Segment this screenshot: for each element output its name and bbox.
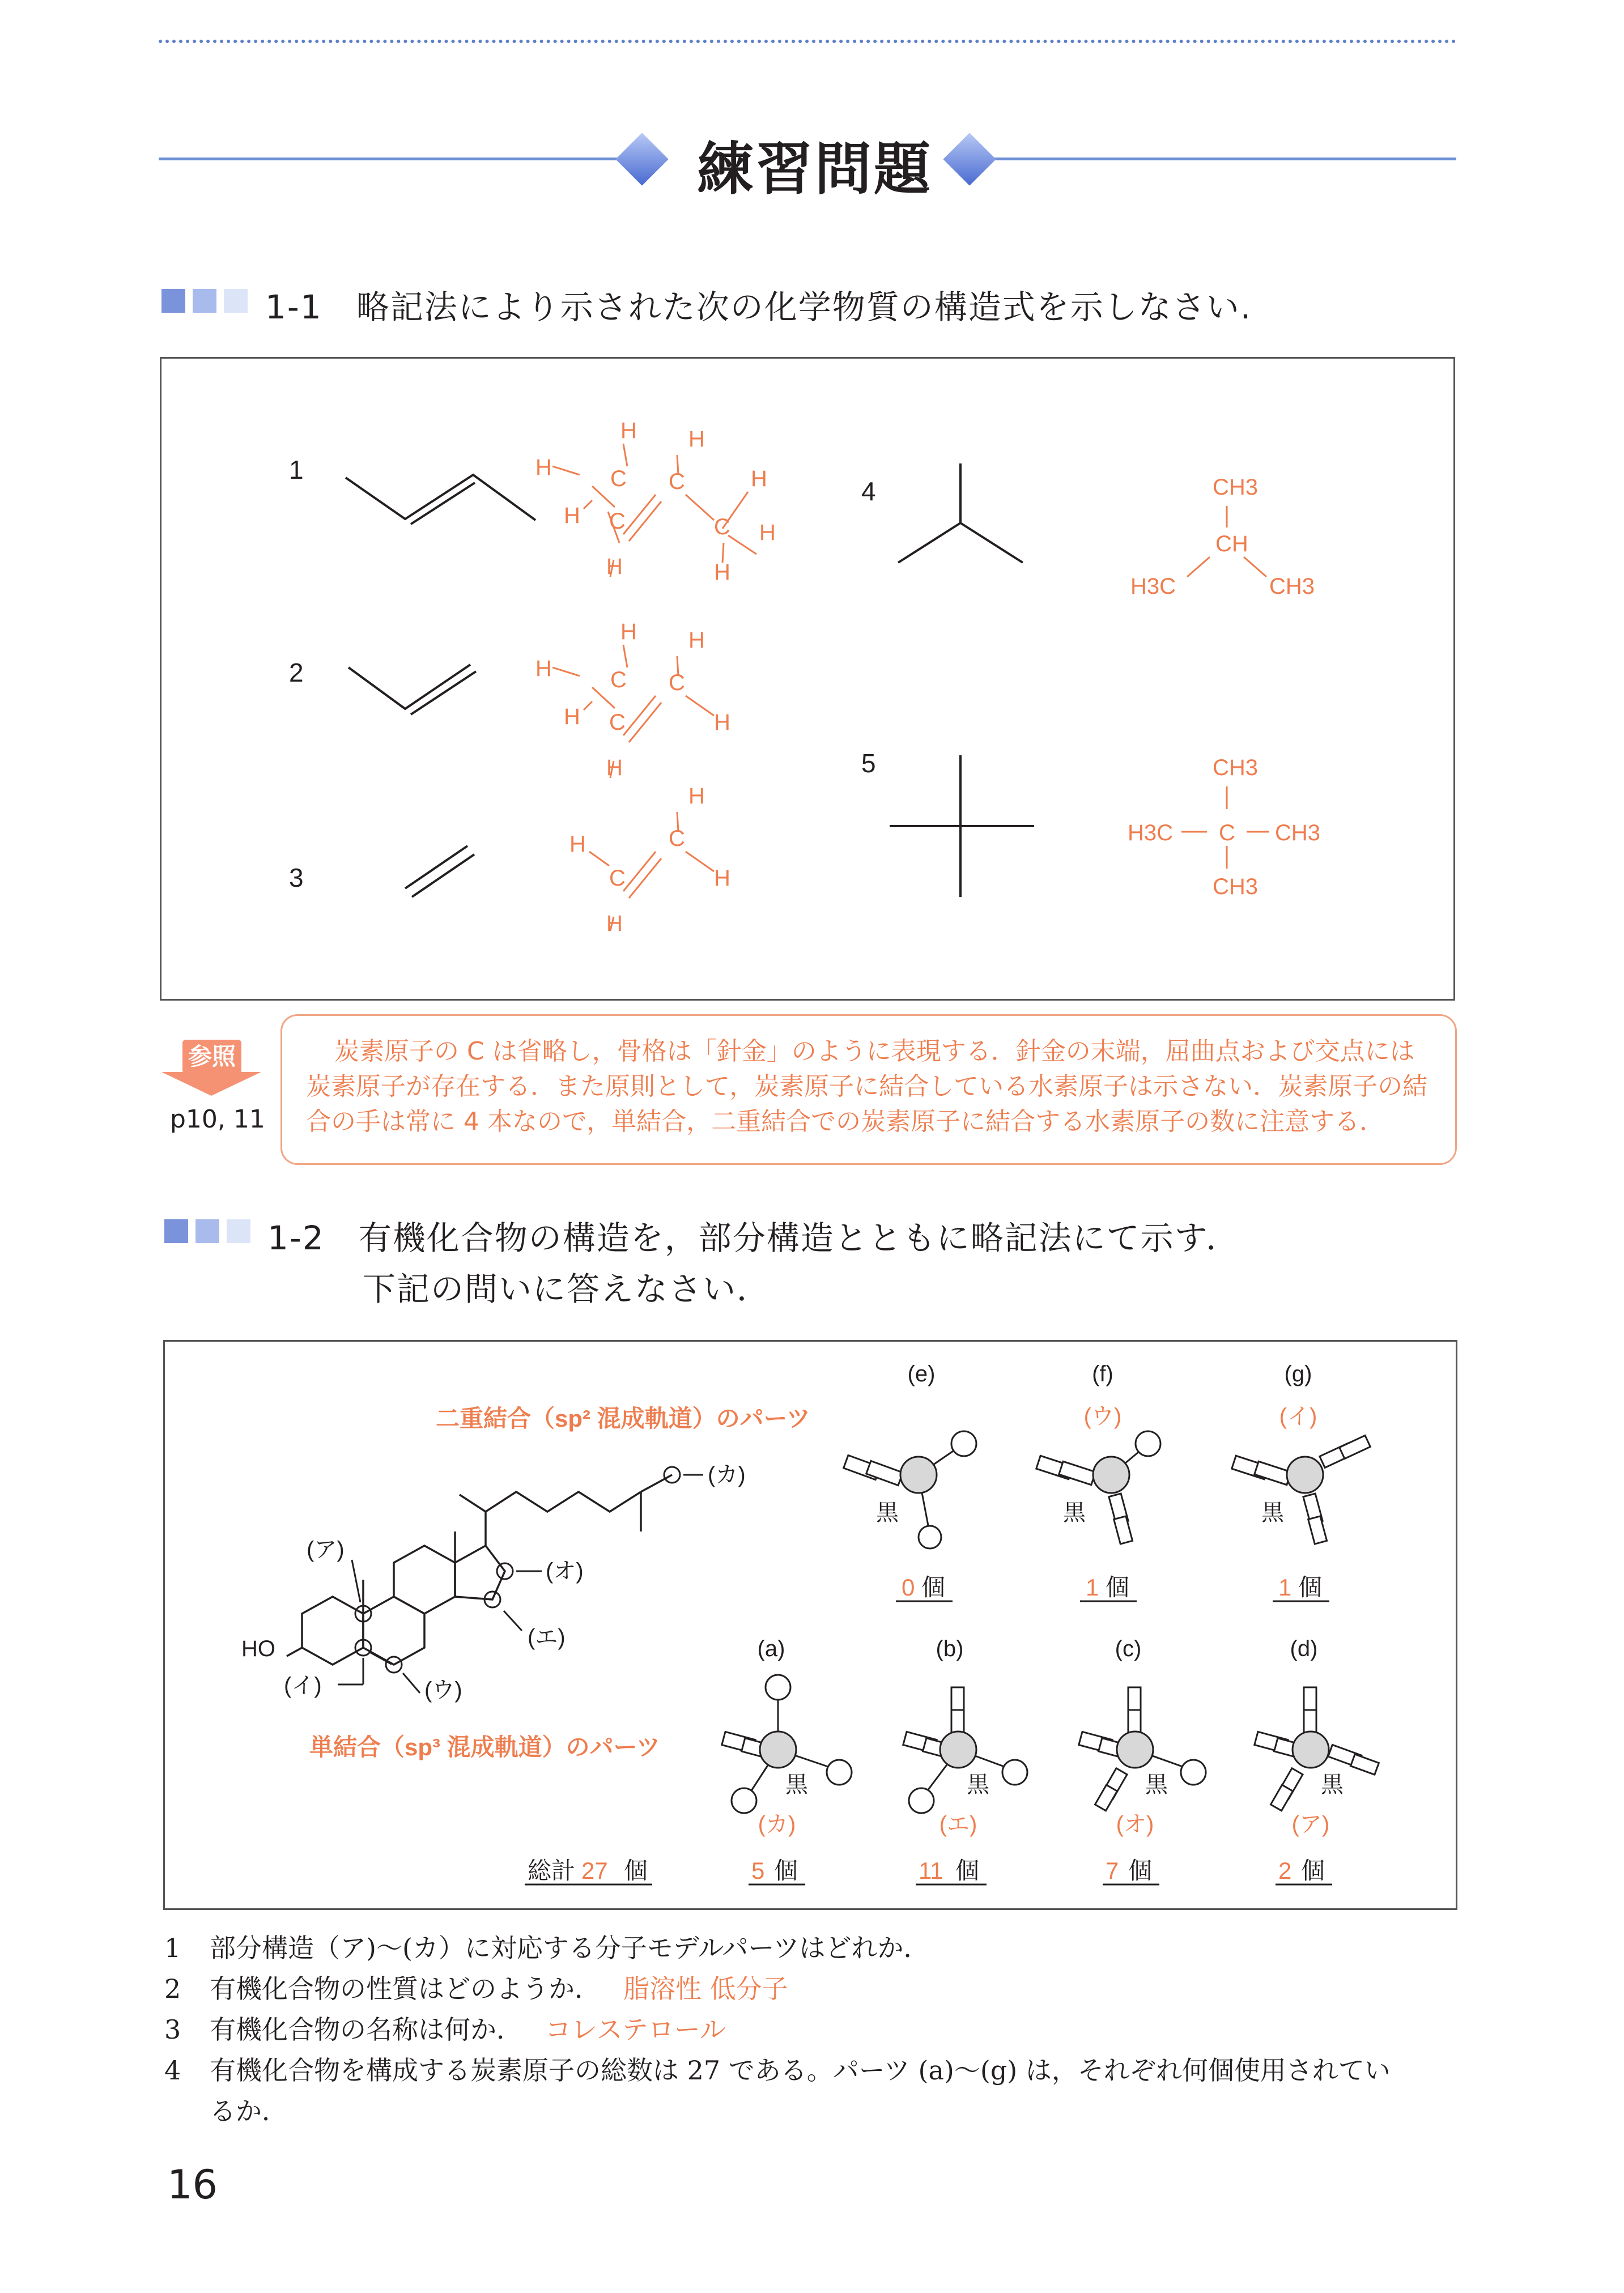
part-e [844,1362,976,1548]
skeletal-neopentane [890,755,1034,897]
structures-svg [161,359,1453,999]
svg-text:H: H [714,866,730,891]
svg-text:(ウ): (ウ) [424,1678,462,1703]
svg-text:2: 2 [1278,1857,1292,1884]
formula-isobutane [1130,475,1315,599]
top-dotted-rule [159,40,1456,43]
reference-text: 炭素原子の C は省略し，骨格は「針金」のように表現する．針金の末端，屈曲点および交点には炭素原子が存在する．また原則として，炭素原子に結合している水素原子は示さない．炭素原子の結合の手は常に 4 本なので，単結合，二重結合での炭素原子に結合する水素原子の数に注意する． [306,1037,1428,1136]
svg-text:C: C [609,866,626,891]
answer-2: 脂溶性 低分子 [623,1973,788,2004]
question-text: 略記法により示された次の化学物質の構造式を示しなさい. [356,288,1252,326]
svg-text:個: 個 [624,1857,648,1884]
svg-text:C: C [610,466,627,491]
svg-text:(d): (d) [1290,1636,1318,1661]
svg-text:C: C [609,710,626,735]
svg-text:黒: 黒 [876,1500,899,1525]
svg-text:H: H [620,619,637,644]
page-title: 練習問題 [697,136,933,202]
svg-text:個: 個 [1128,1857,1153,1884]
svg-text:1: 1 [1086,1574,1099,1601]
molecule-labels [241,1462,746,1703]
svg-text:7: 7 [1106,1857,1119,1884]
svg-text:(カ): (カ) [758,1812,796,1837]
item-number-4: 4 [861,477,876,506]
title-diamond-left [615,133,668,185]
title-rule-left [159,158,618,160]
question-text-line1: 有機化合物の構造を，部分構造とともに略記法にて示す． [358,1219,1240,1257]
question-item-4: 4 有機化合物を構成する炭素原子の総数は 27 である。パーツ (a)～(g) は，それぞれ何個使用されてい [164,2055,1391,2086]
svg-text:C: C [669,826,685,851]
svg-text:C: C [1219,820,1235,845]
svg-text:黒: 黒 [1145,1772,1168,1797]
single-part-counts [525,1857,1332,1884]
svg-text:(エ): (エ) [528,1625,566,1650]
double-part-counts [896,1574,1329,1601]
svg-text:C: C [669,469,685,494]
svg-text:H: H [714,560,730,585]
item-number-2: 2 [289,658,304,687]
svg-text:(カ): (カ) [708,1462,746,1487]
part-f [1036,1362,1160,1544]
question-number: 1-1 [265,288,322,326]
skeletal-propene [348,665,476,714]
svg-text:H: H [714,710,730,735]
svg-text:H: H [606,755,623,780]
formula-ethene [569,784,730,936]
svg-text:CH3: CH3 [1275,820,1321,845]
svg-text:総計: 総計 [528,1857,576,1884]
page-number: 16 [167,2162,218,2208]
molecule-parts-box [163,1340,1457,1910]
svg-text:個: 個 [955,1857,980,1884]
heading-square-2 [193,289,216,313]
svg-text:(g): (g) [1284,1362,1312,1386]
title-diamond-right [943,133,996,185]
part-c [1079,1636,1206,1837]
skeletal-2-butene [346,475,535,524]
svg-text:CH3: CH3 [1269,574,1315,599]
item-number-5: 5 [861,748,876,778]
svg-text:H: H [688,628,705,653]
svg-text:(エ): (エ) [939,1812,977,1837]
svg-text:個: 個 [1298,1574,1323,1601]
svg-text:0: 0 [902,1574,915,1601]
svg-text:H: H [569,832,586,857]
svg-text:黒: 黒 [785,1772,808,1797]
svg-text:C: C [609,509,626,534]
svg-text:H: H [535,455,552,480]
title-rule-right [980,158,1456,160]
label-pointers [338,1475,703,1693]
heading-square-1 [164,1219,188,1243]
svg-text:27: 27 [581,1857,608,1884]
svg-text:CH3: CH3 [1213,755,1259,780]
question-item-4-continued: るか． [210,2096,288,2126]
svg-text:個: 個 [774,1857,798,1884]
reference-badge: 参照 [182,1040,241,1074]
svg-text:1: 1 [1278,1574,1292,1601]
question-number: 1-2 [267,1219,325,1257]
svg-text:(ア): (ア) [307,1537,345,1562]
svg-text:H: H [564,704,580,729]
svg-text:黒: 黒 [1063,1500,1086,1525]
reference-pages: p10, 11 [170,1105,265,1134]
svg-text:H3C: H3C [1130,574,1176,599]
svg-text:(イ): (イ) [284,1673,322,1698]
svg-text:H: H [606,554,623,579]
formula-neopentane [1128,755,1320,899]
svg-text:H: H [751,466,767,491]
svg-text:H: H [688,427,705,452]
svg-text:11: 11 [919,1857,943,1884]
svg-text:個: 個 [1106,1574,1130,1601]
item-number-3: 3 [289,863,304,892]
part-b [903,1636,1027,1837]
svg-text:(ウ): (ウ) [1083,1404,1122,1429]
heading-square-3 [227,1219,250,1243]
single-bond-parts-label: 単結合（sp³ 混成軌道）のパーツ [309,1734,660,1760]
svg-text:CH3: CH3 [1213,475,1259,500]
svg-text:個: 個 [1301,1857,1325,1884]
cholesterol-skeleton [287,1475,672,1665]
question-text-line2: 下記の問いに答えなさい． [363,1270,771,1308]
svg-text:H: H [759,520,776,545]
svg-text:黒: 黒 [967,1772,989,1797]
double-bond-parts-label: 二重結合（sp² 混成軌道）のパーツ [436,1405,810,1432]
formula-propene [535,619,730,780]
svg-text:黒: 黒 [1321,1772,1344,1797]
svg-text:C: C [610,667,627,692]
item-number-1: 1 [289,455,304,484]
part-a [722,1636,852,1837]
svg-text:(イ): (イ) [1279,1404,1317,1429]
question-1-1-heading [265,280,1252,328]
question-item-1: 1 部分構造（ア)～(カ）に対応する分子モデルパーツはどれか． [164,1933,930,1963]
svg-text:(オ): (オ) [1116,1812,1154,1837]
molecule-parts-svg [165,1342,1456,1908]
part-d [1255,1636,1379,1837]
skeletal-ethene [405,846,474,897]
heading-square-1 [161,289,185,313]
svg-text:(ア): (ア) [1291,1812,1330,1837]
svg-text:(f): (f) [1092,1362,1113,1386]
svg-text:H: H [564,503,580,528]
svg-text:C: C [714,514,730,539]
structures-box [160,357,1455,1001]
heading-square-2 [195,1219,219,1243]
question-item-2: 2 有機化合物の性質はどのようか． 脂溶性 低分子 [164,1973,788,2004]
svg-text:(a): (a) [757,1636,785,1661]
svg-text:個: 個 [921,1574,946,1601]
skeletal-isobutane [898,463,1023,563]
svg-text:H: H [535,656,552,681]
svg-text:(オ): (オ) [546,1559,584,1584]
svg-text:H: H [620,418,637,443]
svg-text:H3C: H3C [1128,820,1174,845]
svg-text:H: H [688,784,705,809]
svg-text:CH: CH [1215,531,1248,556]
svg-text:(c): (c) [1115,1636,1142,1661]
svg-text:CH3: CH3 [1213,874,1259,899]
svg-text:C: C [669,670,685,695]
svg-text:(b): (b) [936,1636,964,1661]
svg-text:黒: 黒 [1261,1500,1284,1525]
svg-text:5: 5 [751,1857,765,1884]
part-g [1232,1362,1371,1544]
svg-text:(e): (e) [907,1362,936,1386]
question-1-2-heading [267,1211,1240,1259]
svg-text:HO: HO [241,1636,275,1661]
formula-2-butene [161,359,776,585]
question-item-3: 3 有機化合物の名称は何か． コレステロール [164,2014,726,2045]
heading-square-3 [224,289,248,313]
svg-text:H: H [606,911,623,936]
reference-arrow-icon [161,1072,261,1096]
answer-3: コレステロール [545,2014,726,2045]
